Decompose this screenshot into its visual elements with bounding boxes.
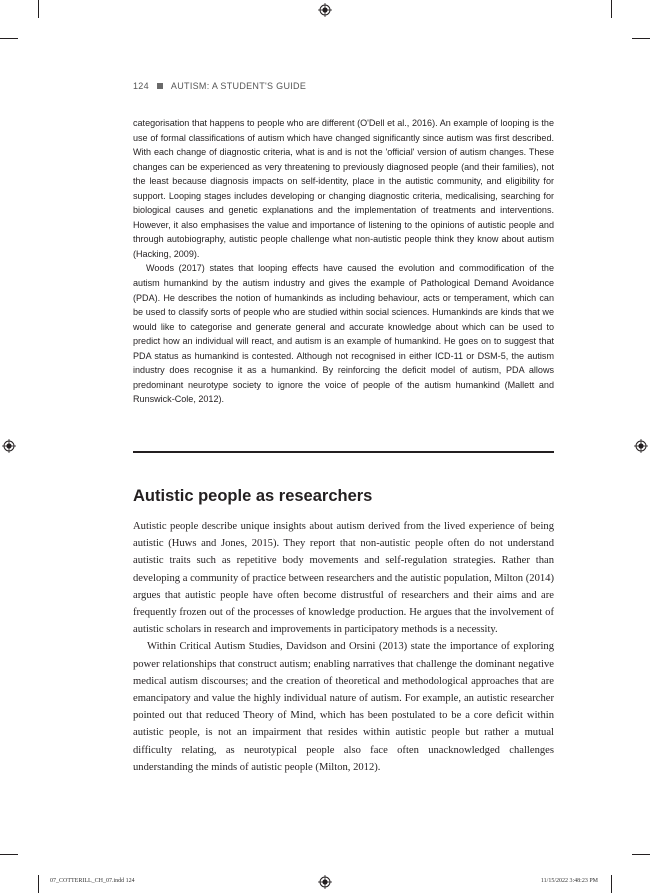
crop-mark-top-left-v (38, 0, 39, 18)
body-paragraph-2: Within Critical Autism Studies, Davidson and Orsini (2013) state the importance of exploring power relationships that construct autism; enabling narratives that challenge the dominant negative medical autism discourses; and the creation of theoretical and methodological approaches that are emancipatory and value the highly individual nature of autism. For example, an autistic researcher pointed out that reduced Theory of Mind, which has been postulated to be a core deficit within autistic people, is not an impairment that resides within autistic people but rather a mutual difficulty relating, as neurotypical people also face often unacknowledged challenges understanding the minds of autistic people (Milton, 2012). (133, 641, 554, 773)
registration-mark-right-icon (634, 439, 648, 453)
box-paragraph-1: categorisation that happens to people who are different (O'Dell et al., 2016). An example of looping is the use of formal classifications of autism which have changed significantly since autism was first described. With each change of diagnostic criteria, what is and is not the 'official' version of autism changes. These changes can be experienced as very threatening to previously diagnosed people (and their families), not the least because diagnosis impacts on self-identity, place in the autistic community, and eligibility for support. Looping stages includes developing or changing diagnostic criteria, medicalising, searching for biological causes and genetic explanations and the implementation of treatments and interventions. However, it also emphasises the value and importance of listening to the opinions of autistic people and through autobiography, autistic people challenge what non-autistic people think they know about autism (Hacking, 2009). (133, 118, 554, 259)
section-heading: Autistic people as researchers (133, 487, 373, 505)
crop-mark-bottom-right-v (611, 875, 612, 893)
box-bottom-rule (133, 451, 554, 453)
crop-mark-bottom-left-h (0, 854, 18, 855)
book-title: AUTISM: A STUDENT'S GUIDE (170, 81, 307, 91)
box-paragraph-2: Woods (2017) states that looping effects have caused the evolution and commodification of the autism humankind by the autism industry and gives the example of Pathological Demand Avoidance (PDA). He describes the notion of humankinds as including behaviour, acts or temperament, which can be used to classify sorts of people who are studied within social sciences. Humankinds are kinds that we would like to categorise and generate general and accurate knowledge about which can be used to predict how an individual will react, and autism is an example of humankind. He goes on to suggest that PDA status as humankind is contested. Although not recognised in either ICD-11 or DSM-5, the autism industry does recognise it as a humankind. By reinforcing the deficit model of autism, PDA allows predominant neurotype society to ignore the voice of people of the autism humankind (Mallett and Runswick-Cole, 2012). (133, 263, 554, 405)
registration-mark-left-icon (2, 439, 16, 453)
square-bullet-icon (157, 83, 163, 89)
body-paragraph-1: Autistic people describe unique insights about autism derived from the lived experience of being autistic (Huws and Jones, 2015). They report that non-autistic people often do not understand autistic traits such as repetitive body movements and self-regulation strategies. Rather than developing a community of practice between researchers and the autistic population, Milton (2014) argues that autistic people have often become distrustful of researchers and their aims and are frequently frozen out of the processes of knowledge production. He argues that the involvement of autistic scholars in research and improvements in participatory methods is a necessity. (133, 521, 554, 636)
registration-mark-top-icon (318, 3, 332, 17)
crop-mark-bottom-right-h (632, 854, 650, 855)
crop-mark-top-right-h (632, 38, 650, 39)
page-number: 124 (133, 81, 149, 91)
slug-timestamp: 11/15/2022 3:48:23 PM (540, 878, 598, 884)
running-head (133, 81, 306, 91)
crop-mark-top-right-v (611, 0, 612, 18)
boxed-text (133, 116, 554, 407)
registration-mark-bottom-icon (318, 875, 332, 889)
crop-mark-top-left-h (0, 38, 18, 39)
crop-mark-bottom-left-v (38, 875, 39, 893)
slug-file-name: 07_COTTERILL_CH_07.indd 124 (50, 878, 135, 884)
section-body (133, 518, 554, 776)
